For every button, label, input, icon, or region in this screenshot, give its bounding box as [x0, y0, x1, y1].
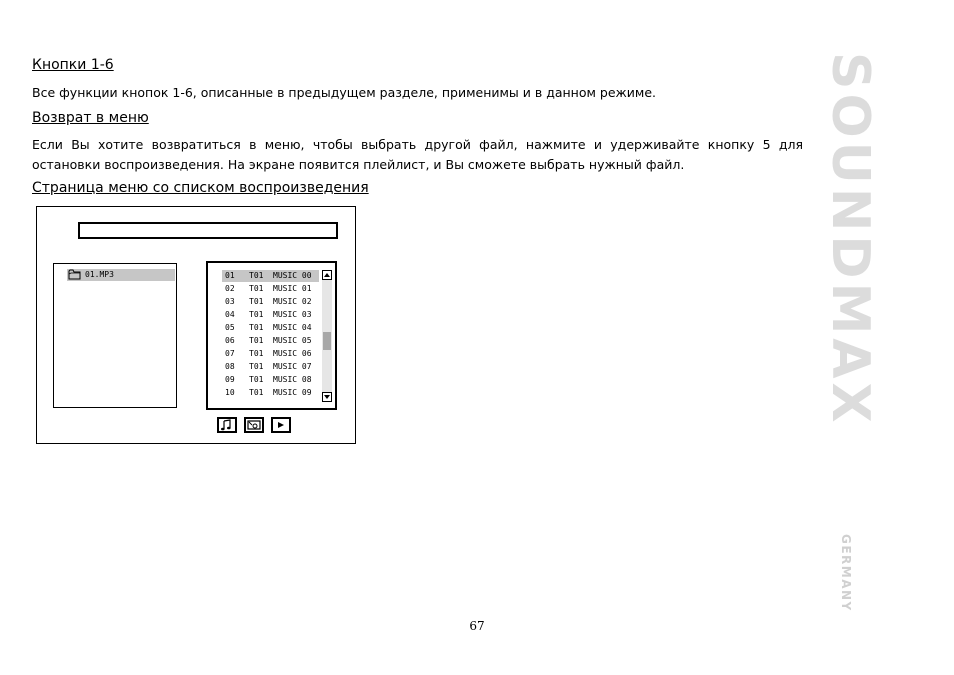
track-row[interactable]: [222, 309, 319, 321]
scroll-down-icon[interactable]: [322, 392, 332, 402]
track-title-id: T01: [249, 284, 264, 293]
photo-icon: [246, 419, 262, 431]
play-icon: [273, 419, 289, 431]
play-button[interactable]: [271, 417, 291, 433]
track-title-id: T01: [249, 388, 264, 397]
track-name: MUSIC 00: [273, 271, 312, 280]
track-row[interactable]: [222, 361, 319, 373]
track-title-id: T01: [249, 271, 264, 280]
track-number: 01: [225, 271, 235, 280]
music-mode-button[interactable]: [217, 417, 237, 433]
track-name: MUSIC 01: [273, 284, 312, 293]
page-number: 67: [469, 619, 485, 633]
music-note-icon: [219, 419, 235, 431]
track-number: 08: [225, 362, 235, 371]
track-list-scrollbar[interactable]: [322, 270, 332, 402]
section-heading-buttons: Кнопки 1-6: [32, 57, 114, 73]
track-title-id: T01: [249, 349, 264, 358]
track-name: MUSIC 02: [273, 297, 312, 306]
track-name: MUSIC 04: [273, 323, 312, 332]
track-row[interactable]: [222, 335, 319, 347]
photo-mode-button[interactable]: [244, 417, 264, 433]
track-number: 05: [225, 323, 235, 332]
track-number: 09: [225, 375, 235, 384]
track-title-id: T01: [249, 323, 264, 332]
brand-name: SOUNDMAX: [820, 52, 880, 427]
track-number: 02: [225, 284, 235, 293]
track-name: MUSIC 08: [273, 375, 312, 384]
scroll-thumb[interactable]: [323, 332, 331, 350]
track-title-id: T01: [249, 310, 264, 319]
track-number: 06: [225, 336, 235, 345]
playlist-menu-screen: [36, 206, 356, 444]
track-title-id: T01: [249, 297, 264, 306]
track-row[interactable]: [222, 322, 319, 334]
section-text-return: Если Вы хотите возвратиться в меню, чтобы выбрать другой файл, нажмите и удерживайте кнопку 5 для остановки воспроизведения. На экране появится плейлист, и Вы сможете выбрать нужный файл.: [32, 137, 803, 172]
track-name: MUSIC 03: [273, 310, 312, 319]
track-row[interactable]: [222, 374, 319, 386]
section-text-buttons: Все функции кнопок 1-6, описанные в предыдущем разделе, применимы и в данном режиме.: [32, 85, 656, 100]
track-row[interactable]: [222, 283, 319, 295]
track-number: 03: [225, 297, 235, 306]
track-name: MUSIC 05: [273, 336, 312, 345]
track-row[interactable]: [222, 387, 319, 399]
track-number: 10: [225, 388, 235, 397]
section-heading-playlist: Страница меню со списком воспроизведения: [32, 180, 369, 196]
track-list-pane: [206, 261, 337, 410]
folder-icon: [68, 268, 81, 280]
menu-title-bar: [78, 222, 338, 239]
track-title-id: T01: [249, 375, 264, 384]
track-title-id: T01: [249, 362, 264, 371]
folder-pane: [53, 263, 177, 408]
brand-sub: GERMANY: [839, 534, 853, 612]
track-name: MUSIC 09: [273, 388, 312, 397]
track-number: 07: [225, 349, 235, 358]
track-title-id: T01: [249, 336, 264, 345]
track-row[interactable]: [222, 348, 319, 360]
track-name: MUSIC 06: [273, 349, 312, 358]
track-number: 04: [225, 310, 235, 319]
track-row[interactable]: [222, 296, 319, 308]
section-heading-return: Возврат в меню: [32, 110, 149, 126]
scroll-up-icon[interactable]: [322, 270, 332, 280]
track-name: MUSIC 07: [273, 362, 312, 371]
folder-item[interactable]: [67, 269, 175, 281]
folder-name: 01.MP3: [85, 270, 114, 279]
track-row[interactable]: [222, 270, 319, 282]
